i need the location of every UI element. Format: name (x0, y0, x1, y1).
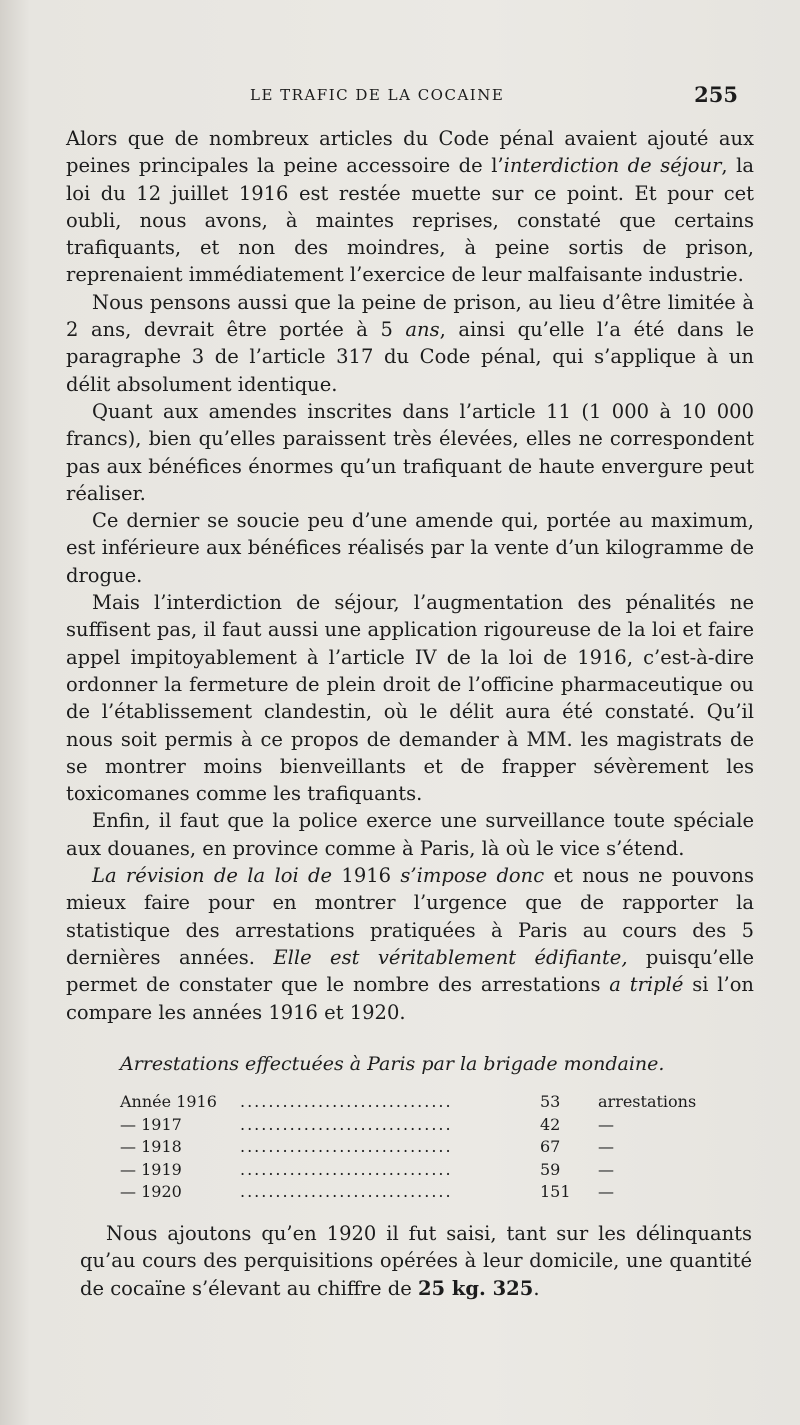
arrest-count: 59 (540, 1159, 561, 1179)
row-unit: — (598, 1182, 614, 1201)
arrest-count: 53 (540, 1092, 561, 1111)
text-segment: si l’on compare les années 1916 et 1920. (66, 973, 754, 1024)
row-unit: — (598, 1114, 614, 1134)
arrest-count: 151 (540, 1182, 571, 1201)
text-segment: , ainsi qu’elle l’a été dans le paragraphe 3 de l’article 317 du Code pénal, qui s’applique à un délit absolument identique. (66, 318, 754, 396)
table-row (108, 1092, 728, 1115)
closing-text (80, 1220, 752, 1302)
running-title: LE TRAFIC DE LA COCAINE (250, 86, 505, 104)
dot-leader: .............................. (240, 1159, 453, 1179)
paragraph (66, 289, 754, 398)
text-segment: Ce dernier se soucie peu d’une amende qui, portée au maximum, est inférieure aux bénéfices réalisés par la vente d’un kilogramme de drogue. (66, 509, 754, 587)
table-row (108, 1137, 728, 1160)
table-title: Arrestations effectuées à Paris par la brigade mondaine. (120, 1053, 665, 1075)
main-text (66, 125, 754, 1026)
page-header (250, 82, 750, 112)
page-number: 255 (694, 82, 738, 107)
row-year: — 1920 (120, 1182, 182, 1201)
text-segment: Alors que de nombreux articles du Code pénal avaient ajouté aux peines principales la peine accessoire de l’ (66, 127, 754, 178)
text-segment: Mais l’interdiction de séjour, l’augmentation des pénalités ne suffisent pas, il faut aussi une application rigoureuse de la loi et faire appel impitoyablement à l’article IV de la loi de 1916, c’est-à-dire ordonner la fermeture de plein droit de l’officine pharmaceutique ou de l’établissement clandestin, où le délit aura été constaté. Qu’il nous soit permis à ce propos de demander à MM. les magistrats de se montrer moins bienveillants et de frapper sévèrement les toxicomanes comme les trafiquants. (66, 591, 754, 806)
text-segment: puisqu’elle permet de constater que le nombre des arrestations (66, 945, 754, 997)
table-row (108, 1182, 728, 1205)
text-segment: Quant aux amendes inscrites dans l’article 11 (1 000 à 10 000 francs), bien qu’elles paraissent très élevées, elles ne correspondent pas aux bénéfices énormes qu’un trafiquant de haute envergure peut réaliser. (66, 399, 754, 505)
paragraph (66, 862, 754, 1026)
dot-leader: .............................. (240, 1137, 453, 1156)
row-year: — 1919 (120, 1159, 182, 1179)
text-segment: et nous ne pouvons mieux faire pour en montrer l’urgence que de rapporter la statistique des arrestations pratiquées à Paris au cours des 5 dernières années. (66, 864, 754, 969)
dot-leader: .............................. (240, 1092, 453, 1111)
dot-leader: .............................. (240, 1114, 453, 1134)
closing-text-after: . (533, 1276, 540, 1300)
paragraph (66, 507, 754, 589)
arrest-count: 42 (540, 1114, 561, 1134)
italic-text: ans (405, 318, 440, 342)
arrest-statistics-table (108, 1092, 728, 1205)
italic-text: Elle est véritablement édifiante, (273, 945, 628, 969)
row-unit: — (598, 1159, 614, 1179)
text-segment: Enfin, il faut que la police exerce une surveillance toute spéciale aux douanes, en province comme à Paris, là où le vice s’étend. (66, 809, 754, 860)
text-segment: Nous pensons aussi que la peine de prison, au lieu d’être limitée à 2 ans, devrait être portée à 5 (66, 290, 754, 342)
table-row (108, 1115, 728, 1138)
table-row (108, 1160, 728, 1183)
closing-text-before: Nous ajoutons qu’en 1920 il fut saisi, tant sur les délinquants qu’au cours des perquisitions opérées à leur domicile, une quantité de cocaïne s’élevant au chiffre de (80, 1222, 752, 1300)
row-unit: — (598, 1137, 614, 1156)
arrest-count: 67 (540, 1137, 561, 1156)
row-year: — 1917 (120, 1114, 182, 1134)
italic-text: s’impose donc (400, 864, 545, 888)
text-segment: , la loi du 12 juillet 1916 est restée muette sur ce point. Et pour cet oubli, nous avons, à maintes reprises, constaté que certains trafiquants, et non des moindres, à peine sortis de prison, reprenaient immédiatement l’exercice de leur malfaisante industrie. (66, 154, 754, 287)
row-year: Année 1916 (120, 1092, 217, 1111)
italic-text: interdiction de séjour (503, 154, 722, 178)
paragraph (66, 589, 754, 807)
paragraph (66, 125, 754, 289)
closing-paragraph (80, 1220, 752, 1302)
italic-text: La révision de la loi de (92, 864, 333, 888)
dot-leader: .............................. (240, 1182, 453, 1201)
row-unit: arrestations (598, 1092, 697, 1111)
text-segment: 1916 (332, 864, 401, 888)
italic-text: a triplé (609, 973, 684, 997)
paragraph (66, 807, 754, 862)
paragraph (66, 398, 754, 507)
seized-quantity: 25 kg. 325 (417, 1276, 534, 1300)
row-year: — 1918 (120, 1137, 182, 1156)
